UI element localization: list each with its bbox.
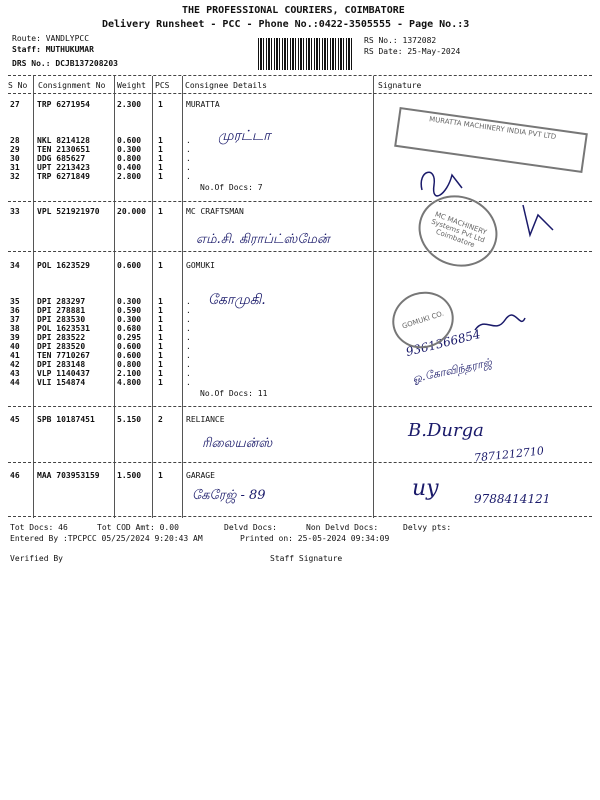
consignee-name: MURATTA [186, 100, 220, 109]
handwriting-reliance-phone: 7871212710 [473, 444, 545, 465]
group-divider [8, 462, 592, 463]
row-consignment: DPI 283520 [37, 342, 86, 351]
row-sno: 32 [10, 172, 20, 181]
stamp-mc-text: MC MACHINERY Systems Pvt Ltd Coimbatore [430, 210, 488, 250]
row-consignment: DPI 283148 [37, 360, 86, 369]
row-pcs: 1 [158, 315, 163, 324]
row-pcs: 1 [158, 297, 163, 306]
total-docs: Tot Docs: 46 [10, 523, 68, 532]
row-pcs: 1 [158, 378, 163, 387]
no-of-docs: No.Of Docs: 11 [200, 389, 268, 398]
handwriting-garage-sign: uy [412, 476, 439, 501]
handwriting-mc-craftsman: எம்.சி. கிராப்ட்ஸ்மேன் [196, 232, 330, 247]
col-signature: Signature [378, 81, 422, 90]
row-consignment: TEN 2130651 [37, 145, 90, 154]
row-sno: 36 [10, 306, 20, 315]
group-divider [8, 406, 592, 407]
staff-signature: Staff Signature [270, 554, 343, 563]
delivered-docs: Delvd Docs: [224, 523, 277, 532]
col-line [182, 76, 183, 518]
row-weight: 0.800 [117, 360, 142, 369]
row-pcs: 1 [158, 306, 163, 315]
row-sno: 31 [10, 163, 20, 172]
row-consignee-dot: . [186, 163, 191, 172]
row-consignment: NKL 8214128 [37, 136, 90, 145]
row-weight: 0.400 [117, 163, 142, 172]
row-weight: 2.300 [117, 100, 142, 109]
runsheet-title: Delivery Runsheet - PCC - Phone No.:0422-3505555 - Page No.:3 [102, 19, 470, 30]
row-sno: 29 [10, 145, 20, 154]
row-consignment: UPT 2213423 [37, 163, 90, 172]
row-weight: 0.300 [117, 297, 142, 306]
row-sno: 45 [10, 415, 20, 424]
row-consignee-dot: . [186, 154, 191, 163]
row-consignee-dot: . [186, 378, 191, 387]
row-pcs: 1 [158, 351, 163, 360]
stamp-muratta-text: MURATTA MACHINERY INDIA PVT LTD [428, 115, 557, 142]
row-sno: 42 [10, 360, 20, 369]
row-weight: 0.590 [117, 306, 142, 315]
row-weight: 0.600 [117, 342, 142, 351]
row-sno: 38 [10, 324, 20, 333]
row-pcs: 1 [158, 369, 163, 378]
row-consignee-dot: . [186, 333, 191, 342]
row-sno: 43 [10, 369, 20, 378]
col-line [114, 76, 115, 518]
consignee-name: GOMUKI [186, 261, 215, 270]
row-sno: 44 [10, 378, 20, 387]
row-sno: 46 [10, 471, 20, 480]
row-pcs: 1 [158, 324, 163, 333]
row-consignment: VPL 521921970 [37, 207, 100, 216]
row-consignee-dot: . [186, 369, 191, 378]
row-consignee-dot: . [186, 136, 191, 145]
row-pcs: 1 [158, 172, 163, 181]
no-of-docs: No.Of Docs: 7 [200, 183, 263, 192]
row-weight: 5.150 [117, 415, 142, 424]
row-sno: 39 [10, 333, 20, 342]
handwriting-garage: கேரேஜ் - 89 [192, 488, 266, 503]
col-line [33, 76, 34, 518]
drs-number: DRS No.: DCJB137208203 [12, 59, 118, 68]
header-divider-top [8, 75, 592, 76]
company-title: THE PROFESSIONAL COURIERS, COIMBATORE [182, 5, 405, 16]
row-sno: 30 [10, 154, 20, 163]
barcode [258, 38, 354, 70]
col-line [373, 76, 374, 518]
row-sno: 34 [10, 261, 20, 270]
rs-date: RS Date: 25-May-2024 [364, 47, 461, 56]
row-pcs: 1 [158, 342, 163, 351]
row-weight: 1.500 [117, 471, 142, 480]
col-sno: S No [8, 81, 28, 90]
col-consignment: Consignment No [38, 81, 106, 90]
handwriting-reliance-name: ரிலையன்ஸ் [202, 436, 273, 451]
row-sno: 35 [10, 297, 20, 306]
row-consignee-dot: . [186, 360, 191, 369]
row-consignment: POL 1623531 [37, 324, 90, 333]
consignee-name: MC CRAFTSMAN [186, 207, 244, 216]
group-divider [8, 201, 592, 202]
row-pcs: 1 [158, 471, 163, 480]
row-pcs: 1 [158, 207, 163, 216]
row-consignee-dot: . [186, 342, 191, 351]
consignee-name: RELIANCE [186, 415, 225, 424]
delivery-points: Delvy pts: [403, 523, 452, 532]
row-pcs: 1 [158, 163, 163, 172]
handwriting-muratta: முரட்டா [218, 128, 271, 144]
row-consignment: TEN 7710267 [37, 351, 90, 360]
row-sno: 28 [10, 136, 20, 145]
row-weight: 0.680 [117, 324, 142, 333]
handwriting-gomuki-phone: 9361366854 [404, 326, 482, 360]
row-consignment: DPI 283530 [37, 315, 86, 324]
col-pcs: PCS [155, 81, 170, 90]
group-divider [8, 516, 592, 517]
row-consignment: DPI 283522 [37, 333, 86, 342]
row-weight: 0.300 [117, 145, 142, 154]
row-weight: 0.600 [117, 261, 142, 270]
row-weight: 0.300 [117, 315, 142, 324]
row-consignee-dot: . [186, 297, 191, 306]
row-consignment: TRP 6271849 [37, 172, 90, 181]
signature-gomuki [470, 310, 530, 340]
printed-on: Printed on: 25-05-2024 09:34:09 [240, 534, 390, 543]
verified-by: Verified By [10, 554, 63, 563]
row-weight: 4.800 [117, 378, 142, 387]
entered-by: Entered By :TPCPCC 05/25/2024 9:20:43 AM [10, 534, 203, 543]
row-weight: 2.800 [117, 172, 142, 181]
row-consignment: DPI 278881 [37, 306, 86, 315]
row-consignment: TRP 6271954 [37, 100, 90, 109]
row-consignee-dot: . [186, 172, 191, 181]
row-weight: 0.295 [117, 333, 142, 342]
row-consignee-dot: . [186, 306, 191, 315]
row-sno: 27 [10, 100, 20, 109]
group-divider [8, 251, 592, 252]
signature-mc [518, 200, 558, 240]
row-sno: 33 [10, 207, 20, 216]
row-pcs: 1 [158, 333, 163, 342]
row-weight: 0.800 [117, 154, 142, 163]
row-pcs: 1 [158, 145, 163, 154]
col-line [152, 76, 153, 518]
col-consignee: Consignee Details [185, 81, 267, 90]
row-weight: 0.600 [117, 351, 142, 360]
row-consignment: MAA 703953159 [37, 471, 100, 480]
staff-label: Staff: MUTHUKUMAR [12, 45, 94, 54]
row-consignment: DPI 283297 [37, 297, 86, 306]
row-consignment: POL 1623529 [37, 261, 90, 270]
row-pcs: 1 [158, 154, 163, 163]
row-consignment: VLP 1140437 [37, 369, 90, 378]
total-cod: Tot COD Amt: 0.00 [97, 523, 179, 532]
col-weight: Weight [117, 81, 146, 90]
consignee-name: GARAGE [186, 471, 215, 480]
route-label: Route: VANDLYPCC [12, 34, 90, 43]
row-consignment: DDG 685627 [37, 154, 86, 163]
handwriting-gomuki-name: ஓ.கோவிந்தராஜ் [411, 355, 493, 386]
row-pcs: 1 [158, 136, 163, 145]
stamp-gomuki-text: GOMUKI CO. [401, 309, 445, 331]
row-weight: 2.100 [117, 369, 142, 378]
signature-muratta [412, 160, 472, 200]
row-weight: 0.600 [117, 136, 142, 145]
row-pcs: 1 [158, 261, 163, 270]
row-pcs: 1 [158, 100, 163, 109]
row-sno: 40 [10, 342, 20, 351]
non-delivered-docs: Non Delvd Docs: [306, 523, 379, 532]
row-consignee-dot: . [186, 324, 191, 333]
row-sno: 37 [10, 315, 20, 324]
row-consignment: VLI 154874 [37, 378, 86, 387]
header-divider-bottom [8, 93, 592, 94]
row-consignment: SPB 10187451 [37, 415, 95, 424]
row-pcs: 1 [158, 360, 163, 369]
row-consignee-dot: . [186, 145, 191, 154]
row-consignee-dot: . [186, 351, 191, 360]
rs-number: RS No.: 1372082 [364, 36, 437, 45]
row-weight: 20.000 [117, 207, 146, 216]
row-consignee-dot: . [186, 315, 191, 324]
handwriting-gomuki: கோமுகி. [208, 292, 266, 308]
row-sno: 41 [10, 351, 20, 360]
row-pcs: 2 [158, 415, 163, 424]
handwriting-garage-phone: 9788414121 [474, 492, 551, 506]
handwriting-reliance-sign: B.Durga [408, 420, 484, 441]
